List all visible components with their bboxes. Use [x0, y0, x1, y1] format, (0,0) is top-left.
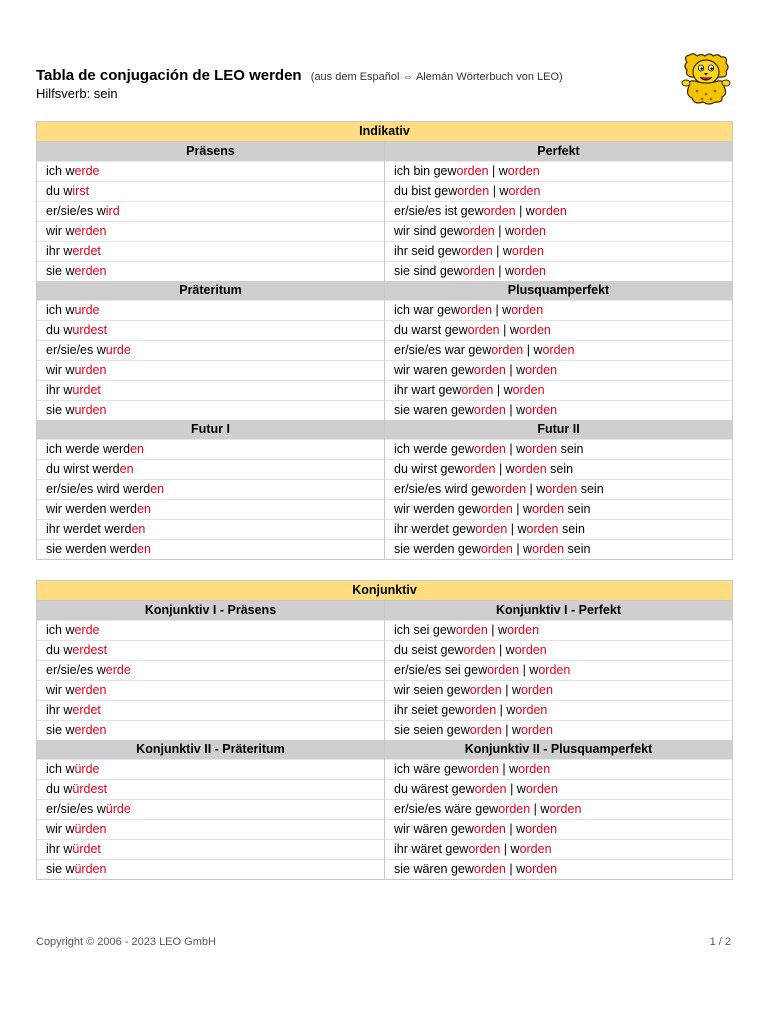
conjugation-row [37, 820, 384, 840]
conjugation-row [385, 701, 732, 721]
tense-column [37, 740, 384, 879]
conjugation-row [385, 760, 732, 780]
ending-highlight: orden [532, 542, 565, 556]
form-text: | w [501, 723, 521, 737]
ending-highlight: erden [74, 723, 107, 737]
ending-highlight: orden [507, 623, 540, 637]
ending-highlight: orden [464, 703, 497, 717]
konjunktiv-table [36, 580, 733, 880]
conjugation-row [37, 780, 384, 800]
form-text: du w [46, 782, 73, 796]
conjugation-row [37, 162, 384, 182]
ending-highlight: orden [469, 723, 502, 737]
ending-highlight: orden [483, 204, 516, 218]
form-text: | w [494, 224, 514, 238]
form-text: sie wären gew [394, 862, 474, 876]
tense-column [384, 420, 732, 559]
conjugation-row [37, 681, 384, 701]
form-text: ich war gew [394, 303, 460, 317]
tense-column [384, 740, 732, 879]
tense-column [37, 281, 384, 420]
form-text: ich w [46, 762, 75, 776]
ending-highlight: ürdet [72, 842, 101, 856]
ending-highlight: en [137, 502, 151, 516]
ending-highlight: orden [508, 184, 541, 198]
form-text: | w [494, 264, 515, 278]
form-text: ich wäre gew [394, 762, 467, 776]
ending-highlight: erdest [72, 643, 108, 657]
ending-highlight: orden [473, 442, 506, 456]
form-text: er/sie/es wird werd [46, 482, 151, 496]
form-text: du seist gew [394, 643, 464, 657]
tense-column [37, 142, 384, 281]
ending-highlight: orden [469, 683, 502, 697]
conjugation-row [385, 860, 732, 879]
ending-highlight: orden [542, 343, 575, 357]
form-text: | w [505, 403, 526, 417]
form-text: ihr werdet werd [46, 522, 132, 536]
form-text: sie waren gew [394, 403, 474, 417]
ending-highlight: orden [538, 663, 571, 677]
tense-column [37, 601, 384, 740]
ending-highlight: ürde [105, 802, 131, 816]
conjugation-row [37, 721, 384, 740]
ending-highlight: orden [473, 363, 506, 377]
ending-highlight: orden [475, 522, 508, 536]
tense-header: Plusquamperfekt [385, 281, 732, 301]
ending-highlight: orden [491, 343, 524, 357]
form-text: | w [487, 623, 508, 637]
form-text: du wirst gew [394, 462, 464, 476]
conjugation-row [37, 222, 384, 242]
conjugation-row [385, 500, 732, 520]
conjugation-row [385, 460, 732, 480]
form-text: ihr wäret gew [394, 842, 469, 856]
ending-highlight: orden [549, 802, 582, 816]
form-text: ihr seiet gew [394, 703, 465, 717]
conjugation-row [37, 701, 384, 721]
conjugation-row [385, 321, 732, 341]
conjugation-row [37, 262, 384, 281]
ending-highlight: urde [105, 343, 131, 357]
form-text: ich werde werd [46, 442, 131, 456]
conjugation-row [37, 381, 384, 401]
ending-highlight: orden [525, 862, 558, 876]
conjugation-row [37, 641, 384, 661]
ending-highlight: orden [463, 643, 496, 657]
conjugation-row [385, 820, 732, 840]
ending-highlight: ürden [74, 822, 107, 836]
conjugation-row [37, 860, 384, 879]
form-text: wir seien gew [394, 683, 470, 697]
form-text: ich sei gew [394, 623, 456, 637]
tense-column [384, 142, 732, 281]
ending-highlight: erden [74, 224, 107, 238]
conjugation-row [37, 401, 384, 420]
form-text: | w [505, 442, 526, 456]
form-text: er/sie/es w [46, 204, 106, 218]
form-text: ihr w [46, 703, 73, 717]
ending-highlight: orden [494, 482, 527, 496]
source-before: (aus dem Español [310, 71, 400, 83]
form-text: du wirst werd [46, 462, 120, 476]
ending-highlight: orden [468, 842, 501, 856]
ending-highlight: en [130, 442, 144, 456]
conjugation-row [37, 182, 384, 202]
form-text: | w [498, 762, 519, 776]
form-text: sein [558, 522, 585, 536]
form-text: er/sie/es ist gew [394, 204, 484, 218]
form-text: | w [523, 343, 543, 357]
ending-highlight: erde [105, 663, 131, 677]
ending-highlight: ürden [74, 862, 107, 876]
tense-header: Konjunktiv I - Präsens [37, 601, 384, 621]
form-text: ihr seid gew [394, 244, 461, 258]
conjugation-row [37, 202, 384, 222]
conjugation-row [385, 182, 732, 202]
ending-highlight: orden [473, 862, 506, 876]
form-text: | w [512, 502, 533, 516]
form-text: ich bin gew [394, 164, 457, 178]
ending-highlight: orden [467, 323, 500, 337]
mood-header: Konjunktiv [37, 581, 732, 601]
form-text: wir waren gew [394, 363, 474, 377]
ending-highlight: orden [520, 723, 553, 737]
conjugation-row [385, 641, 732, 661]
form-text: er/sie/es wäre gew [394, 802, 499, 816]
ending-highlight: orden [534, 204, 567, 218]
page-header [36, 67, 736, 102]
title-line [36, 67, 736, 86]
tense-block [37, 601, 732, 740]
ending-highlight: orden [462, 224, 495, 238]
form-text: | w [489, 184, 509, 198]
ending-highlight: orden [480, 502, 513, 516]
conjugation-row [385, 780, 732, 800]
ending-highlight: orden [525, 442, 558, 456]
form-text: ich werde gew [394, 442, 474, 456]
form-text: | w [496, 703, 516, 717]
ending-highlight: orden [514, 264, 546, 278]
ending-highlight: erdet [72, 244, 101, 258]
ending-highlight: orden [525, 822, 558, 836]
conjugation-row [385, 381, 732, 401]
form-text: sie werden gew [394, 542, 481, 556]
ending-highlight: orden [461, 383, 494, 397]
form-text: er/sie/es w [46, 343, 106, 357]
ending-highlight: urden [74, 363, 107, 377]
ending-highlight: orden [507, 164, 540, 178]
ending-highlight: orden [514, 224, 546, 238]
form-text: | w [507, 522, 527, 536]
form-text: ihr werdet gew [394, 522, 476, 536]
form-text: | w [492, 244, 512, 258]
ending-highlight: orden [511, 303, 544, 317]
ending-highlight: orden [512, 383, 545, 397]
form-text: ihr w [46, 383, 73, 397]
ending-highlight: orden [473, 403, 506, 417]
form-text: ihr w [46, 244, 73, 258]
form-text: du w [46, 323, 73, 337]
form-text: | w [505, 822, 526, 836]
ending-highlight: orden [480, 542, 513, 556]
ending-highlight: orden [545, 482, 578, 496]
form-text: | w [526, 482, 546, 496]
form-text: ich w [46, 303, 75, 317]
ending-highlight: orden [518, 762, 551, 776]
ending-highlight: erdet [72, 703, 101, 717]
form-text: wir w [46, 363, 75, 377]
form-text: sie w [46, 264, 75, 278]
conjugation-row [37, 661, 384, 681]
form-text: sein [557, 442, 584, 456]
ending-highlight: en [150, 482, 165, 496]
conjugation-row [37, 361, 384, 381]
conjugation-row [385, 621, 732, 641]
form-text: | w [495, 462, 515, 476]
ending-highlight: orden [519, 842, 552, 856]
ending-highlight: urde [74, 303, 100, 317]
form-text: sie sind gew [394, 264, 463, 278]
tense-header: Futur II [385, 420, 732, 440]
conjugation-row [37, 540, 384, 559]
ending-highlight: orden [474, 782, 507, 796]
form-text: | w [512, 542, 533, 556]
tense-header: Präteritum [37, 281, 384, 301]
conjugation-row [385, 520, 732, 540]
conjugation-row [385, 202, 732, 222]
ending-highlight: en [137, 542, 151, 556]
ending-highlight: orden [462, 264, 495, 278]
conjugation-row [385, 301, 732, 321]
form-text: | w [505, 363, 526, 377]
form-text: | w [501, 683, 521, 697]
ending-highlight: orden [463, 462, 496, 476]
ending-highlight: ürdest [72, 782, 108, 796]
tense-header: Konjunktiv I - Perfekt [385, 601, 732, 621]
form-text: | w [499, 323, 519, 337]
auxiliary-verb: Hilfsverb: sein [36, 86, 118, 101]
ending-highlight: orden [525, 363, 558, 377]
ending-highlight: orden [455, 623, 488, 637]
language-arrow-icon: ⇔ [402, 71, 414, 83]
form-text: sie w [46, 723, 75, 737]
ending-highlight: orden [526, 522, 559, 536]
conjugation-row [385, 242, 732, 262]
form-text: sie werden werd [46, 542, 138, 556]
copyright: Copyright © 2006 - 2023 LEO GmbH [36, 936, 216, 948]
form-text: sie seien gew [394, 723, 470, 737]
ending-highlight: orden [532, 502, 565, 516]
ending-highlight: orden [518, 323, 551, 337]
ending-highlight: urdet [72, 383, 101, 397]
conjugation-row [385, 401, 732, 420]
ending-highlight: orden [466, 762, 499, 776]
tense-column [384, 281, 732, 420]
conjugation-row [37, 520, 384, 540]
conjugation-row [37, 500, 384, 520]
form-text: wir sind gew [394, 224, 463, 238]
conjugation-row [385, 341, 732, 361]
tense-column [37, 420, 384, 559]
conjugation-row [385, 661, 732, 681]
tense-column [384, 601, 732, 740]
ending-highlight: urden [74, 403, 107, 417]
tense-header: Futur I [37, 420, 384, 440]
conjugation-row [385, 800, 732, 820]
tense-block [37, 281, 732, 420]
conjugation-row [37, 621, 384, 641]
form-text: ich w [46, 164, 75, 178]
ending-highlight: orden [460, 303, 492, 317]
conjugation-row [37, 480, 384, 500]
ending-highlight: erde [74, 623, 100, 637]
conjugation-row [37, 341, 384, 361]
ending-highlight: irst [72, 184, 90, 198]
ending-highlight: orden [456, 164, 489, 178]
conjugation-row [385, 540, 732, 559]
form-text: | w [488, 164, 508, 178]
form-text: du wärest gew [394, 782, 475, 796]
conjugation-row [37, 460, 384, 480]
form-text: | w [519, 663, 539, 677]
indikativ-table [36, 121, 733, 560]
conjugation-row [385, 262, 732, 281]
page-number: 1 / 2 [709, 936, 731, 948]
tense-header: Perfekt [385, 142, 732, 162]
conjugation-row [37, 800, 384, 820]
conjugation-row [385, 681, 732, 701]
conjugation-row [37, 321, 384, 341]
form-text: er/sie/es war gew [394, 343, 492, 357]
conjugation-row [385, 440, 732, 460]
conjugation-row [37, 760, 384, 780]
form-text: du warst gew [394, 323, 468, 337]
ending-highlight: orden [487, 663, 520, 677]
conjugation-row [37, 440, 384, 460]
ending-highlight: ürde [74, 762, 100, 776]
form-text: | w [530, 802, 550, 816]
form-text: du bist gew [394, 184, 458, 198]
ending-highlight: orden [511, 244, 544, 258]
form-text: er/sie/es w [46, 663, 106, 677]
form-text: wir w [46, 224, 75, 238]
ending-highlight: orden [515, 703, 548, 717]
form-text: | w [515, 204, 535, 218]
ending-highlight: orden [473, 822, 506, 836]
form-text: wir werden gew [394, 502, 481, 516]
ending-highlight: erden [74, 264, 107, 278]
conjugation-row [385, 162, 732, 182]
dictionary-source [311, 71, 563, 83]
form-text: du w [46, 643, 73, 657]
ending-highlight: urdest [72, 323, 108, 337]
form-text: | w [505, 862, 526, 876]
conjugation-row [385, 840, 732, 860]
form-text: wir w [46, 822, 75, 836]
ending-highlight: orden [520, 683, 553, 697]
form-text: sein [564, 542, 591, 556]
form-text: sie w [46, 403, 75, 417]
ending-highlight: orden [498, 802, 531, 816]
ending-highlight: erden [74, 683, 107, 697]
conjugation-row [385, 480, 732, 500]
page-title: Tabla de conjugación de LEO werden [36, 67, 302, 84]
mood-header: Indikativ [37, 122, 732, 142]
ending-highlight: en [119, 462, 134, 476]
conjugation-row [385, 361, 732, 381]
form-text: | w [500, 842, 520, 856]
form-text: | w [491, 303, 512, 317]
tense-block [37, 420, 732, 559]
form-text: ihr wart gew [394, 383, 462, 397]
form-text: sie w [46, 862, 75, 876]
form-text: er/sie/es wird gew [394, 482, 495, 496]
ending-highlight: orden [514, 643, 547, 657]
tense-header: Konjunktiv II - Präteritum [37, 740, 384, 760]
form-text: sein [564, 502, 591, 516]
form-text: | w [495, 643, 515, 657]
form-text: sein [546, 462, 574, 476]
form-text: wir w [46, 683, 75, 697]
ending-highlight: orden [460, 244, 493, 258]
form-text: er/sie/es w [46, 802, 106, 816]
conjugation-row [37, 242, 384, 262]
tense-block [37, 142, 732, 281]
conjugation-row [385, 721, 732, 740]
conjugation-row [385, 222, 732, 242]
form-text: wir werden werd [46, 502, 138, 516]
form-text: ihr w [46, 842, 73, 856]
ending-highlight: orden [525, 403, 558, 417]
ending-highlight: orden [457, 184, 490, 198]
tense-block [37, 740, 732, 879]
form-text: | w [493, 383, 513, 397]
form-text: ich w [46, 623, 75, 637]
tense-header: Präsens [37, 142, 384, 162]
ending-highlight: ird [105, 204, 120, 218]
conjugation-row [37, 840, 384, 860]
conjugation-row [37, 301, 384, 321]
tense-header: Konjunktiv II - Plusquamperfekt [385, 740, 732, 760]
ending-highlight: orden [514, 462, 547, 476]
ending-highlight: en [131, 522, 146, 536]
ending-highlight: erde [74, 164, 100, 178]
leo-lion-logo-icon [681, 52, 731, 106]
form-text: | w [506, 782, 526, 796]
ending-highlight: orden [525, 782, 558, 796]
form-text: du w [46, 184, 73, 198]
form-text: sein [577, 482, 604, 496]
form-text: wir wären gew [394, 822, 474, 836]
form-text: er/sie/es sei gew [394, 663, 488, 677]
source-after: Alemán Wörterbuch von LEO) [415, 71, 563, 83]
